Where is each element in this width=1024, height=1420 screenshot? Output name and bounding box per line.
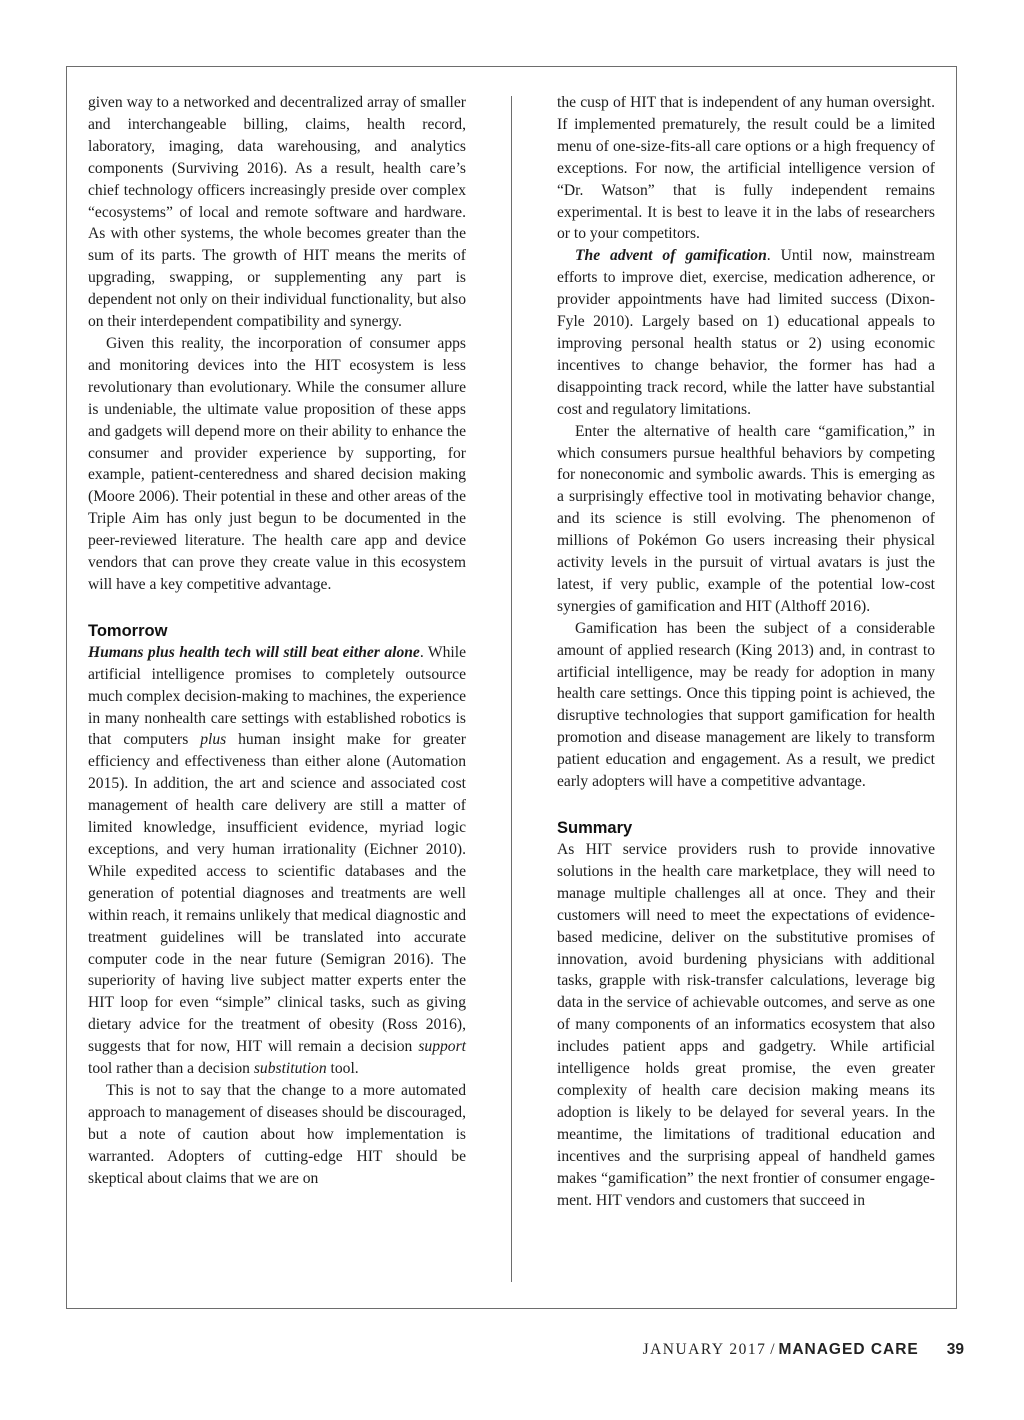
emphasis: substitution (253, 1060, 327, 1078)
paragraph: Gamification has been the subject of a considerable amount of applied research (King 2013) and, in contrast to artificial intelligence, may be ready for adoption in many health care settings. Once this tipping point is achieved, the disruptive technologies that support gamification for health promotion and disease management are likely to transform patient education and engagement. As a result, we predict early adopters will have a competitive advantage. (557, 619, 935, 791)
paragraph: This is not to say that the change to a more automated approach to management of diseases should be discouraged, but a note of caution about how implementation is warranted. Adopters of cutting-edge HIT should be skeptical about claims that we are on (88, 1081, 466, 1187)
paragraph (557, 245, 935, 420)
emphasis: plus (200, 731, 227, 749)
run-in-heading: The advent of gamification (575, 247, 767, 265)
section-heading-tomorrow: Tomorrow (88, 621, 168, 640)
text-run: tool rather than a decision (88, 1060, 254, 1078)
column-divider (511, 96, 512, 1282)
emphasis: support (418, 1038, 466, 1056)
paragraph: Given this reality, the incorporation of consumer apps and monitoring devices into the HIT ecosystem is less revolutionary than evolutionary. While the consumer allure is undeniable, the ultimate value proposition of these apps and gadgets will depend more on their ability to enhance the consumer and provider experience by supporting, for example, patient-centeredness and shared decision making (Moore 2006). Their potential in these and other areas of the Triple Aim has only just begun to be documented in the peer-reviewed literature. The health care app and device vendors that can prove they create value in this ecosystem will have a key competitive advantage. (88, 334, 466, 593)
paragraph (88, 642, 466, 1080)
magazine-name: MANAGED CARE (778, 1341, 919, 1358)
run-in-heading: Humans plus health tech will still beat either alone (88, 643, 420, 661)
page-number: 39 (946, 1341, 964, 1358)
issue-date: JANUARY 2017 (642, 1341, 767, 1358)
section-heading-summary: Summary (557, 819, 633, 837)
left-column (88, 92, 466, 1190)
page-footer (643, 1339, 964, 1361)
text-run: . Until now, mainstream efforts to improve diet, exercise, medication adherence, or provider appointments have had limited success (Dixon-Fyle 2010). Largely based on 1) educational appeals to improving personal health status or 2) using economic incentives to change behavior, the former has had a disappointing track record, while the latter have substantial cost and regulatory limitations. (557, 247, 935, 418)
text-run: . While artificial intelligence promises to completely outsource much complex decision-making to machines, the experience in many nonhealth care settings with established robotics is that computers (88, 643, 466, 749)
paragraph: Enter the alternative of health care “gamification,” in which consumers pursue healthful behaviors by competing for noneconomic and symbolic awards. This is emerging as a surprisingly effective tool in motivating behavior change, and its science is still evolving. The phenomenon of millions of Pokémon Go users increasing their physical activity levels in the pursuit of virtual avatars is just the latest, if very public, example of the potential low-cost synergies of gamification and HIT (Althoff 2016). (557, 422, 935, 615)
footer-separator: / (766, 1341, 779, 1358)
paragraph: given way to a networked and decentralized array of smaller and interchangeable billing, claims, health record, laboratory, imaging, data warehousing, and analytics components (Surviving 2016). As a result, health care’s chief technology officers increasingly preside over complex “ecosystems” of local and remote software and hardware. As with other systems, the whole becomes greater than the sum of its parts. The growth of HIT means the merits of upgrading, swapping, or supplementing any part is dependent not only on their individual functionality, but also on their interdependent compatibility and synergy. (88, 94, 466, 331)
text-run: tool. (326, 1060, 359, 1078)
text-run: human insight make for greater efficiency and effectiveness than either alone (Automation 2015). In addition, the art and science and associated cost management of health care delivery are still a matter of limited knowledge, insufficient evidence, myriad logic exceptions, and very human irrationality (Eichner 2010). While expedited access to scientific databases and the generation of potential diagnoses and treatments are well within reach, it remains unlikely that medical diagnostic and treatment guidelines will be translated into accurate computer code in the near future (Semigran 2016). The superiority of having live subject matter experts enter the HIT loop for even “simple” clinical tasks, such as giving dietary advice for the treatment of obesity (Ross 2016), suggests that for now, HIT will remain a decision (88, 731, 466, 1056)
paragraph: As HIT service providers rush to provide innovative solutions in the health care marketplace, they will need to manage multiple challenges all at once. They and their customers will need to meet the expectations of evidence-based medicine, deliver on the substitutive promises of innovation, avoid burdening physicians with additional tasks, grapple with risk-transfer calculations, leverage big data in the service of achievable outcomes, and serve as one of many components of an informatics ecosystem that also includes patient apps and gadgetry. While artificial intelligence holds great promise, the even greater complexity of health care decision making means its adoption is likely to be delayed for several years. In the meantime, the limitations of traditional education and incentives and the surprising appeal of handheld games makes “gamification” the next frontier of consumer engagement. HIT vendors and customers that succeed in (557, 841, 935, 1209)
right-column (557, 92, 935, 1211)
paragraph: the cusp of HIT that is independent of any human oversight. If implemented prematurely, the result could be a limited menu of one-size-fits-all care options or a high frequency of exceptions. For now, the artificial intelligence version of “Dr. Watson” that is fully independent remains experimental. It is best to leave it in the labs of researchers or to your competitors. (557, 94, 935, 243)
